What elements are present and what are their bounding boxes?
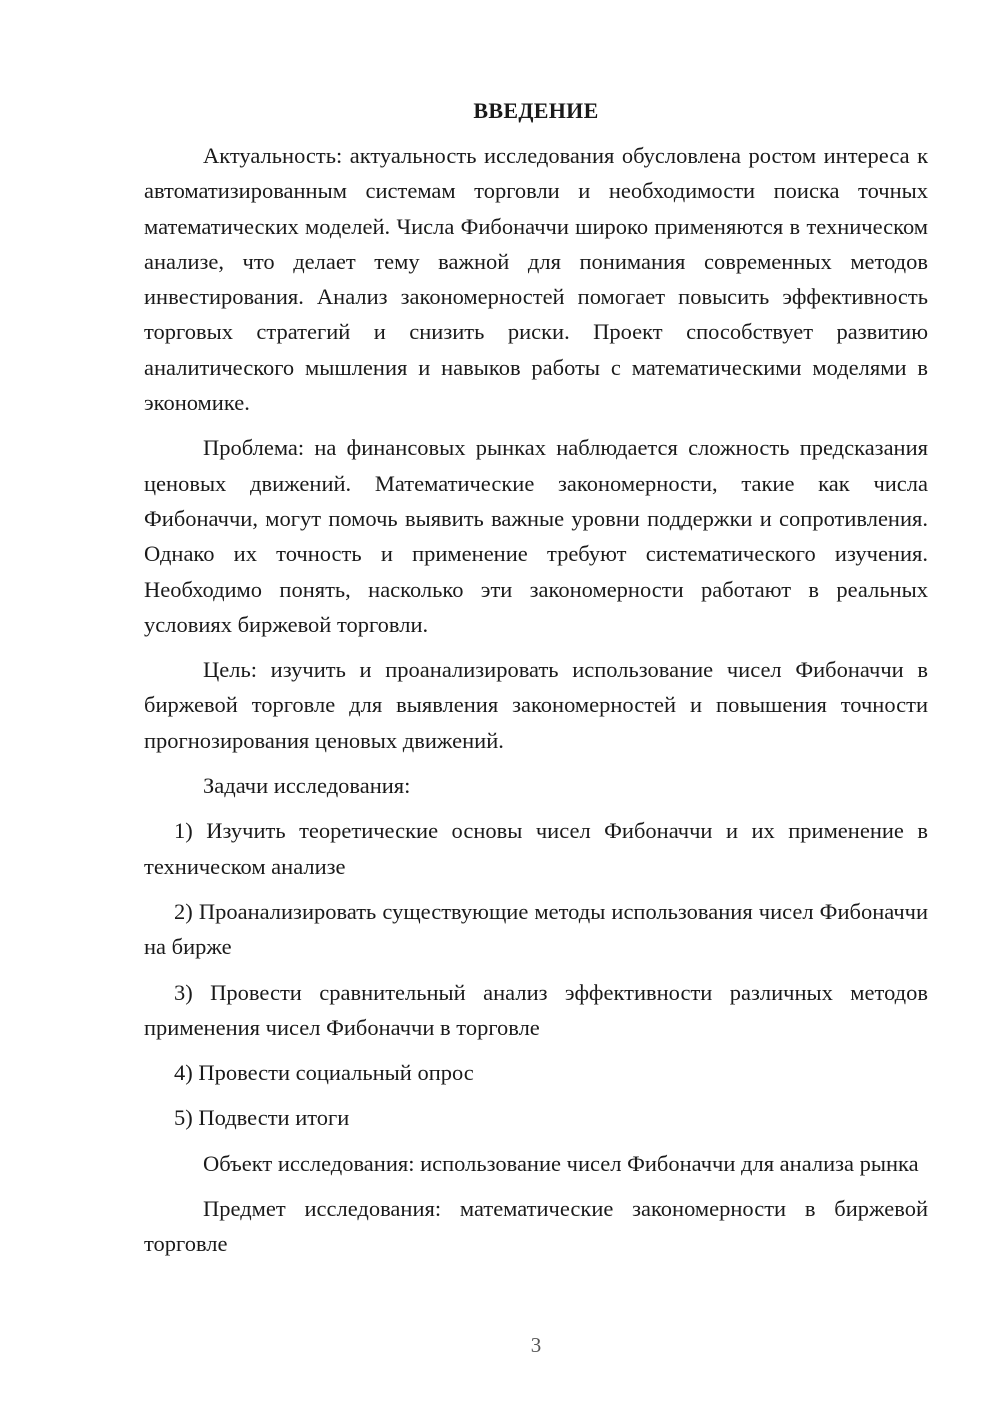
- section-title: ВВЕДЕНИЕ: [473, 98, 599, 123]
- task-item: 3) Провести сравнительный анализ эффективности различных методов применения чисел Фибоначчи в торговле: [144, 979, 928, 1040]
- subject-paragraph: Предмет исследования: математические закономерности в биржевой торговле: [144, 1196, 928, 1257]
- task-item: 5) Подвести итоги: [174, 1105, 350, 1131]
- relevance-paragraph: Актуальность: актуальность исследования обусловлена ростом интереса к автоматизированным системам торговли и необходимости поиска точных математических моделей. Числа Фибоначчи широко применяются в техническом анализе, что делает тему важной для понимания современных методов инвестирования. Анализ закономерностей помогает повысить эффективность торговых стратегий и снизить риски. Проект способствует развитию аналитического мышления и навыков работы с математическими моделями в экономике.: [144, 143, 928, 416]
- task-item: 1) Изучить теоретические основы чисел Фибоначчи и их применение в техническом анализе: [144, 818, 928, 879]
- goal-paragraph: Цель: изучить и проанализировать использование чисел Фибоначчи в биржевой торговле для выявления закономерностей и повышения точности прогнозирования ценовых движений.: [144, 657, 928, 753]
- tasks-heading: Задачи исследования:: [203, 773, 411, 799]
- page-number: 3: [530, 1333, 542, 1357]
- problem-paragraph: Проблема: на финансовых рынках наблюдается сложность предсказания ценовых движений. Математические закономерности, такие как числа Фибоначчи, могут помочь выявить важные уровни поддержки и сопротивления. Однако их точность и применение требуют систематического изучения. Необходимо понять, насколько эти закономерности работают в реальных условиях биржевой торговли.: [144, 435, 928, 637]
- task-item: 4) Провести социальный опрос: [174, 1060, 474, 1086]
- task-item: 2) Проанализировать существующие методы использования чисел Фибоначчи на бирже: [144, 898, 928, 960]
- page-content: [144, 93, 928, 1272]
- tasks-list: [144, 813, 928, 1135]
- object-paragraph: Объект исследования: использование чисел Фибоначчи для анализа рынка: [203, 1150, 919, 1176]
